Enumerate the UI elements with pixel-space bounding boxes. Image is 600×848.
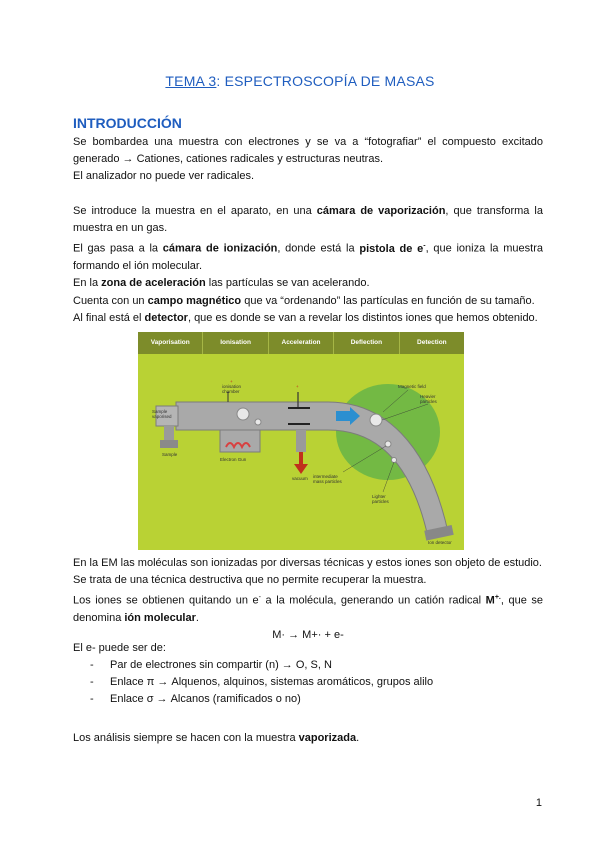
paragraph-2 — [73, 203, 543, 327]
stage-deflection: Deflection — [334, 332, 399, 354]
stage-acceleration: Acceleration — [269, 332, 334, 354]
vacuum-arrow-head — [294, 464, 308, 474]
stage-detection: Detection — [417, 339, 447, 346]
p2-line-a: Se introduce la muestra en el aparato, en una cámara de vaporización, que transforma la muestra en un gas. — [73, 205, 543, 235]
electron-gun-housing — [220, 430, 260, 452]
paragraph-1 — [73, 134, 543, 186]
p2-line-d: Cuenta con un campo magnético que va “ordenando” las partículas en función de su tamaño. — [73, 294, 535, 307]
p3-line3: Los iones se obtienen quitando un e- a la molécula, generando un catión radical M+., que se denomina ión molecular. — [73, 594, 543, 625]
label-plus-1: + — [230, 379, 233, 384]
particle-small — [255, 419, 261, 425]
inlet-valve — [160, 440, 178, 448]
title-rest: : ESPECTROSCOPÍA DE MASAS — [216, 73, 435, 89]
p3-line2: Se trata de una técnica destructiva que no permite recuperar la muestra. — [73, 574, 427, 587]
label-magnetic-field: Magnetic field — [398, 384, 426, 389]
p1-line1: Se bombardea una muestra con electrones y se va a “fotografiar” el compuesto excitado generado → Cationes, cationes radicales y estructuras neutras. — [73, 136, 543, 166]
stage-ionisation: Ionisation — [203, 332, 268, 354]
page-number: 1 — [535, 797, 542, 809]
paragraph-4-intro: El e- puede ser de: — [73, 642, 166, 654]
vacuum-outlet — [296, 430, 306, 452]
p2-line-c: En la zona de aceleración las partículas se van acelerando. — [73, 277, 370, 290]
page-title — [0, 73, 600, 89]
mass-spectrometer-diagram — [138, 332, 464, 550]
intro-heading: INTRODUCCIÓN — [73, 115, 182, 131]
particle-large — [237, 408, 249, 420]
label-sample-vaporised: Sample vaporised — [152, 409, 172, 419]
closing-line: Los análisis siempre se hacen con la muestra vaporizada. — [73, 732, 360, 744]
label-ionisation-chamber: ionisation chamber — [222, 384, 242, 394]
particle-light — [392, 458, 397, 463]
label-electron-gun: Electron Gun — [220, 457, 247, 462]
p3-line1: En la EM las moléculas son ionizadas por diversas técnicas y estos iones son objeto de estudio. — [73, 557, 542, 569]
label-heavier-particles: Heavier particles — [420, 394, 437, 404]
list-item: - Enlace σ → Alcanos (ramificados o no) — [90, 693, 301, 705]
label-plus-2: + — [296, 384, 299, 389]
p2-line-e: Al final está el detector, que es donde se van a revelar los distintos iones que hemos obtenido. — [73, 311, 538, 324]
stage-vaporisation: Vaporisation — [138, 332, 203, 354]
particle-heavy — [370, 414, 382, 426]
p2-line-b: El gas pasa a la cámara de ionización, donde está la pistola de e-, que ioniza la muestra formando el ión molecular. — [73, 242, 543, 273]
electron-source-list — [90, 657, 433, 708]
p1-line2: El analizador no puede ver radicales. — [73, 170, 255, 183]
inlet-neck — [164, 426, 174, 440]
label-sample-inlet: Sample — [162, 452, 178, 457]
label-vacuum: vacuum — [292, 476, 308, 481]
title-prefix: TEMA 3 — [165, 73, 217, 89]
diagram-drawing — [138, 332, 464, 550]
equation: M· → M+· + e- — [272, 629, 344, 642]
list-item: - Enlace π → Alquenos, alquinos, sistemas aromáticos, grupos alilo — [90, 676, 434, 688]
label-intermediate-particles: intermediate mass particles — [313, 474, 342, 484]
label-ion-detector: Ion detector — [428, 540, 452, 545]
paragraph-3 — [73, 555, 543, 645]
label-lighter-particles: Lighter particles — [372, 494, 389, 504]
list-item: - Par de electrones sin compartir (n) → O, S, N — [90, 659, 332, 671]
